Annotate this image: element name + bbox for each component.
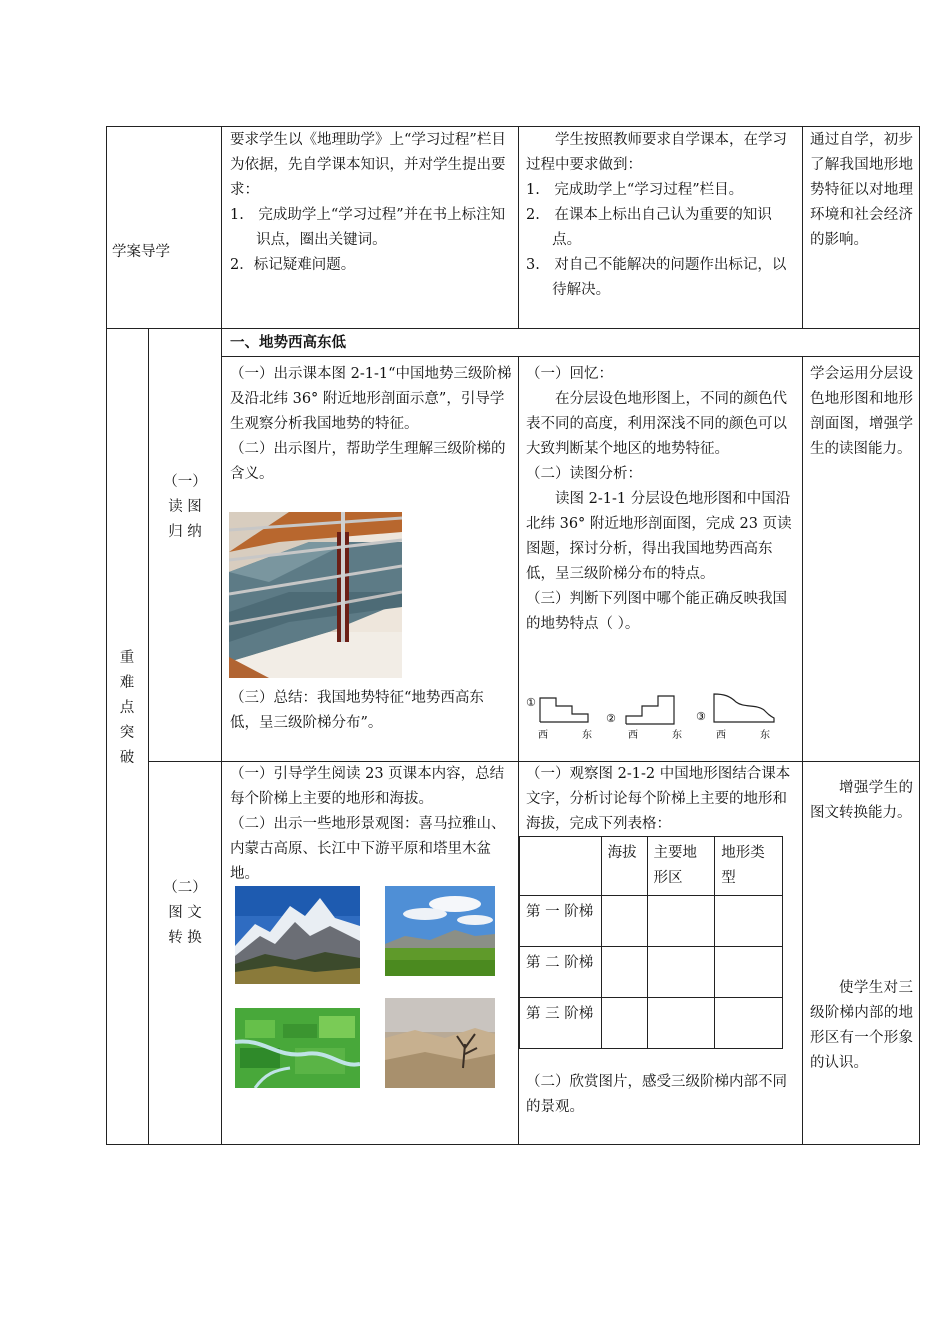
terrain-diagrams — [524, 692, 794, 742]
ladder-cell-landform[interactable] — [715, 998, 783, 1049]
diagram-3-profile — [714, 694, 774, 722]
section-label-char: 重 — [119, 650, 135, 666]
sub2-teacher-p2: （二）出示一些地形景观图：喜马拉雅山、内蒙古高原、长江中下游平原和塔里木盆地。 — [230, 816, 506, 882]
guide-purpose-cell — [810, 128, 913, 253]
sub-label-read — [152, 470, 218, 545]
sub1-student-p3: （三）判断下列图中哪个能正确反映我国的地势特点（ ）。 — [526, 591, 787, 632]
diagram-2-profile — [626, 696, 674, 724]
table-row — [520, 947, 783, 998]
sub-label-convert — [152, 876, 218, 951]
photo-mongolia-art — [385, 886, 495, 976]
sub1-teacher-p1: （一）出示课本图 2-1-1“中国地势三级阶梯及沿北纬 36° 附近地形剖面示意”，引导学生观察分析我国地势的特征。 — [230, 366, 512, 432]
sub1-teacher-cell — [230, 362, 512, 487]
diagram-1-number: ① — [526, 696, 536, 709]
sub2-purpose-cell-1 — [810, 776, 913, 826]
diagram-1-east: 东 — [582, 730, 592, 741]
guide-purpose-text: 通过自学，初步了解我国地形地势特征以对地理环境和社会经济的影响。 — [810, 132, 913, 248]
section-label-key — [110, 646, 144, 771]
ladder-table-header-cell: 主要地形区 — [647, 837, 715, 896]
sub2-teacher-cell — [230, 762, 512, 887]
sub2-student-appreciate — [526, 1070, 796, 1120]
ladder-table — [519, 836, 783, 1049]
sub1-purpose-text: 学会运用分层设色地形图和地形剖面图，增强学生的读图能力。 — [810, 366, 913, 457]
sub2-purpose-cell-2 — [810, 976, 913, 1076]
sub2-purpose-1: 增强学生的图文转换能力。 — [810, 780, 913, 821]
sub1-student-h1: （一）回忆： — [526, 366, 613, 382]
photo-himalaya — [235, 886, 360, 984]
ladder-row-label: 第 二 阶梯 — [520, 947, 602, 998]
sub1-teacher-summary — [230, 686, 512, 736]
sub2-student-p1: （一）观察图 2-1-2 中国地形图结合课本文字，分析讨论每个阶梯上主要的地形和海拔，完成下列表格： — [526, 766, 791, 832]
sub2-student-cell — [526, 762, 796, 837]
photo-tarim-art — [385, 998, 495, 1088]
diagram-1-profile — [540, 698, 588, 722]
sub2-teacher-p1: （一）引导学生阅读 23 页课本内容，总结每个阶梯上主要的地形和海拔。 — [230, 766, 505, 807]
terrain-diagrams-svg — [524, 692, 794, 742]
guide-student-intro: 学生按照教师要求自学课本，在学习过程中要求做到： — [526, 132, 787, 173]
guide-teacher-item-1: 1. 完成助学上“学习过程”并在书上标注知识点，圈出关键词。 — [230, 207, 506, 248]
ladder-cell-regions[interactable] — [647, 896, 715, 947]
sub1-purpose-cell — [810, 362, 913, 462]
diagram-2-west: 西 — [628, 730, 638, 741]
sub1-student-cell — [526, 362, 796, 637]
sub1-teacher-p3: （三）总结：我国地势特征“地势西高东低，呈三级阶梯分布”。 — [230, 690, 484, 731]
diagram-3-number: ③ — [696, 710, 706, 723]
ladder-cell-regions[interactable] — [647, 947, 715, 998]
ladder-table-header — [520, 837, 783, 896]
sub1-student-h2: （二）读图分析： — [526, 466, 642, 482]
row-label-text: 学案导学 — [112, 244, 170, 260]
col-border-teacher — [221, 126, 222, 1145]
ladder-cell-altitude[interactable] — [601, 896, 647, 947]
sub1-student-p2: 读图 2-1-1 分层设色地形图和中国沿北纬 36° 附近地形剖面图，完成 23 页读图题，探讨分析，得出我国地势西高东低，呈三级阶梯分布的特点。 — [526, 491, 792, 582]
ladder-row-label: 第 三 阶梯 — [520, 998, 602, 1049]
col-border-purpose — [802, 126, 803, 329]
section-label-char: 突 — [119, 725, 135, 741]
ladder-table-header-cell: 海拔 — [601, 837, 647, 896]
guide-student-item-2: 2. 在课本上标出自己认为重要的知识点。 — [526, 207, 772, 248]
sub-label-line: （一） — [163, 474, 207, 490]
diagram-1-west: 西 — [538, 730, 548, 741]
diagram-2-east: 东 — [672, 730, 682, 741]
ladder-cell-altitude[interactable] — [601, 947, 647, 998]
photo-yangtze-plain — [235, 998, 360, 1088]
col-border-purpose-2 — [802, 356, 803, 1145]
col-border-sub — [148, 328, 149, 1145]
diagram-3-east: 东 — [760, 730, 770, 741]
sub-label-line: 归 纳 — [168, 524, 202, 540]
sub2-purpose-2: 使学生对三级阶梯内部的地形区有一个形象的认识。 — [810, 980, 913, 1071]
ladder-row-label: 第 一 阶梯 — [520, 896, 602, 947]
sub-label-line: （二） — [163, 880, 207, 896]
section-label-char: 破 — [119, 750, 135, 766]
diagram-2-number: ② — [606, 712, 616, 725]
staircase-illustration — [229, 512, 402, 678]
guide-student-item-1: 1. 完成助学上“学习过程”栏目。 — [526, 182, 744, 198]
diagram-3-west: 西 — [716, 730, 726, 741]
guide-teacher-intro: 要求学生以《地理助学》上“学习过程”栏目为依据，先自学课本知识，并对学生提出要求： — [230, 132, 506, 198]
table-row — [520, 998, 783, 1049]
sub-label-line: 读 图 — [168, 499, 202, 515]
col-border-student — [518, 126, 519, 329]
ladder-cell-landform[interactable] — [715, 896, 783, 947]
row-label-guide — [112, 240, 218, 265]
guide-teacher-cell — [230, 128, 512, 278]
sub1-student-p1: 在分层设色地形图上，不同的颜色代表不同的高度，利用深浅不同的颜色可以大致判断某个地区的地势特征。 — [526, 391, 787, 457]
table-bottom-border — [106, 1144, 920, 1145]
sub2-student-p2: （二）欣赏图片，感受三级阶梯内部不同的景观。 — [526, 1074, 787, 1115]
guide-student-cell — [526, 128, 796, 303]
guide-student-item-3: 3. 对自己不能解决的问题作出标记，以待解决。 — [526, 257, 787, 298]
guide-teacher-item-2: 2．标记疑难问题。 — [230, 257, 356, 273]
sub-label-line: 图 文 — [168, 905, 202, 921]
photo-himalaya-art — [235, 886, 360, 984]
sub1-teacher-p2: （二）出示图片，帮助学生理解三级阶梯的含义。 — [230, 441, 506, 482]
table-top-border — [106, 126, 920, 127]
col-border-right — [919, 126, 920, 1145]
row-divider-1 — [106, 328, 920, 329]
photo-mongolia-plateau — [385, 886, 495, 976]
photo-tarim-basin — [385, 998, 495, 1088]
ladder-table-header-cell — [520, 837, 602, 896]
ladder-cell-altitude[interactable] — [601, 998, 647, 1049]
section-heading-text: 一、地势西高东低 — [230, 334, 346, 351]
sub-label-line: 转 换 — [168, 930, 202, 946]
col-border-left — [106, 126, 107, 1145]
section-label-char: 难 — [119, 675, 135, 691]
table-row — [520, 896, 783, 947]
ladder-cell-landform[interactable] — [715, 947, 783, 998]
section-heading — [230, 330, 790, 355]
heading-divider — [221, 356, 920, 357]
ladder-cell-regions[interactable] — [647, 998, 715, 1049]
section-label-char: 点 — [119, 700, 135, 716]
staircase-photo — [229, 512, 402, 678]
ladder-table-header-cell: 地形类型 — [715, 837, 783, 896]
photo-yangtze-art — [235, 998, 360, 1088]
